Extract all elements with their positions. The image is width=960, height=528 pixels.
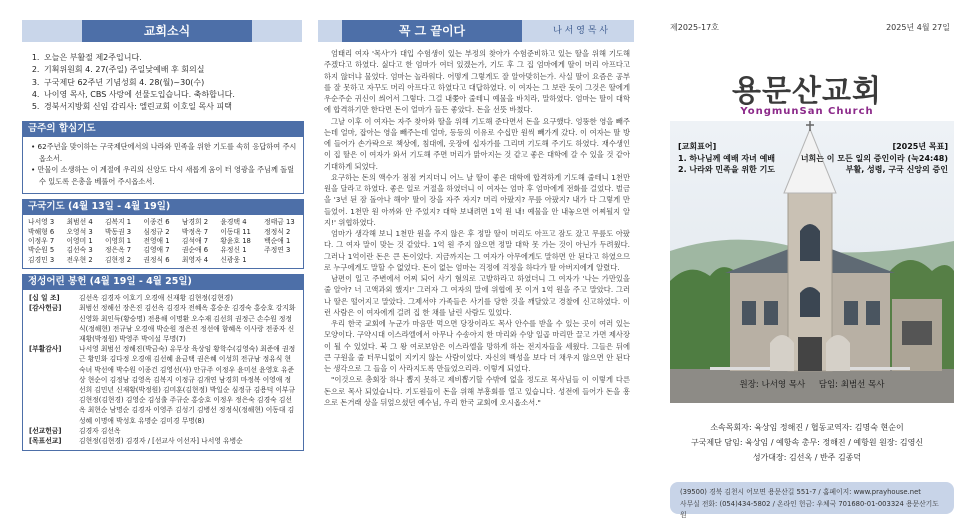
- offering-names: 김경자 김선옥: [79, 426, 121, 435]
- bible-cell: 이동대 11: [220, 227, 251, 236]
- prayer-header: 금주의 합심기도: [22, 121, 304, 136]
- offering-row: [29, 426, 297, 436]
- offering-label: [감사헌금]: [29, 304, 62, 313]
- bible-cell: 김경민 3: [28, 255, 55, 264]
- bible-cell: 박순원 5: [28, 246, 55, 255]
- left-panel: [6, 0, 304, 528]
- column-body: [318, 48, 634, 408]
- bible-cell: 이영희 1: [104, 236, 132, 245]
- bible-cell: 김선숙 3: [66, 246, 93, 255]
- offering-box: [22, 289, 304, 451]
- bible-cell: 오영석 3: [66, 227, 93, 236]
- bible-cell: 남경희 2: [181, 218, 209, 227]
- motto-title: [교회표어]: [678, 142, 717, 151]
- column-paragraph: 엄태리 여자 '목사'가 대입 수험생이 있는 부정의 찾아가 수험준비하고 있는 딸을 위해 기도해 주겠다고 하였다. 싫다고 한 엄마가 여더 있겠는가, 기도 후 그 집 엄마에게 딸이 머리 아프다고 하지 않더냐 물었다. 엄마는 놀라워다. 어떻게 그렇게도 잘 알아맞히는가. 사실 딸이 요즘은 공부를 잘 못하고 자꾸도 머리 아프다고 하였다고 대답하였다. 이 여자는 그 보란 듯이 그것은 딸에게 우순주순 귀신이 씌어서 그렇다. 그걸 내쫓아 줄테니 예물을 바치라, 말하였다. 엄마는 딸이 대학에 합격하기만 한다면 돈이 얼마가 들든 좋았다. 돈을 선뜻 바쳤다.: [324, 49, 630, 115]
- bible-cell: 권순애 6: [181, 246, 209, 255]
- footer-address: (39500) 경북 김천시 어모면 용문산길 551-7 / 홈페이지: www.prayhouse.net: [680, 488, 921, 496]
- pastors: 원장: 나서영 목사 담임: 최범선 목사: [739, 380, 885, 390]
- bible-row: [23, 237, 303, 246]
- news-list: [42, 52, 304, 113]
- issue-number: 제2025-17호: [670, 23, 719, 32]
- footer-phone: 사무실 전화: (054)434-5802 / 온라인 헌금: 우체국 701680-01-003324 용문산기도원: [680, 499, 939, 519]
- bible-cell: 최영자 4: [181, 255, 209, 264]
- bible-cell: 박동권 3: [104, 227, 132, 236]
- offering-row: [29, 344, 297, 426]
- prayer-box: [22, 136, 304, 194]
- news-header: [22, 20, 302, 42]
- staff-line: 구국제단 담임: 육상임 / 예항속 총무: 정해진 / 예항원 원장: 김영신: [690, 438, 924, 447]
- news-item: 3. 구국제단 62주년 기념성회 4. 28(월)~30(수): [42, 77, 304, 89]
- bible-cell: 김영애 7: [143, 246, 170, 255]
- bible-cell: 박정옥 7: [181, 227, 209, 236]
- offering-label: [목표선교]: [29, 436, 62, 445]
- bible-cell: 이종건 6: [143, 218, 170, 227]
- bible-cell: 권정식 6: [143, 255, 170, 264]
- bible-cell: 전우현 2: [66, 255, 93, 264]
- bible-cell: 유정신 1: [220, 246, 247, 255]
- staff-line: 소속목회자: 육상임 정해진 / 협동교역자: 김명숙 현순이: [710, 423, 904, 432]
- bible-cell: 박해형 6: [28, 227, 55, 236]
- bible-row: [23, 228, 303, 237]
- offering-names: 나서영 최범선 정해진(박금숙) 유무상 육상임 황학수(김영숙) 최준애 권정근 황민화 김다정 오경애 김선혜 윤금택 권은혜 이성희 전규남 정유식 현숙녀 박선애 박수원 이종건 김영선(사) 안규주 이정우 윤미선 윤영호 유준상 현순이 김정남 김영옥 김복지 이정규 김개연 남경희 마정복 이영애 정선희 김민년 신재황(박정원) 김미훈(김현정) 박일순 심정규 김용덕 이부규 김현정(김현경) 김영순 김성출 주규순 홍승호 이정우 정은숙 김경숙 김선옥 최현순 남명순 김경자 이영주 김성기 김병선 정정식(정해현) 이동대 김성혜 이명애 박성호 유명순 김미경 무명(8): [79, 345, 296, 425]
- bible-cell: 정태금 13: [264, 218, 295, 227]
- bible-cell: 황윤호 18: [220, 236, 251, 245]
- offering-label: [부활감사]: [29, 345, 62, 354]
- goal-title: [2025년 목표]: [892, 142, 948, 151]
- bible-cell: 나서영 3: [28, 218, 55, 227]
- offering-row: [29, 303, 297, 344]
- bible-cell: 이정우 7: [28, 236, 55, 245]
- bible-cell: 주정연 3: [264, 246, 291, 255]
- footer-contact: [670, 482, 954, 519]
- church-name-en: YongmunSan Church: [740, 106, 874, 117]
- staff-list: [658, 420, 956, 465]
- church-motto: [678, 141, 775, 176]
- column-author: 나 서 영 목 사: [553, 26, 608, 36]
- bible-cell: 김현정 2: [104, 255, 132, 264]
- goal-line-2: 부활, 성령, 구국 신앙의 증인: [845, 165, 948, 174]
- offering-names: 김현정(김현경) 김경자 / [선교사 이선자] 나서영 유병순: [79, 436, 243, 445]
- news-item: 2. 기획위원회 4. 27(주일) 주일낮예배 후 회의실: [42, 64, 304, 76]
- issue-date: 2025년 4월 27일: [886, 23, 950, 32]
- motto-line-2: 2. 나라와 민족을 위한 기도: [678, 165, 776, 174]
- news-item: 1. 오늘은 부활절 제2주입니다.: [42, 52, 304, 64]
- motto-line-1: 1. 하나님께 예배 자녀 예배: [678, 153, 776, 163]
- bible-cell: 심정규 2: [143, 227, 170, 236]
- bible-cell: 전영애 1: [143, 236, 170, 245]
- offering-header: 정성어린 봉헌 (4월 19일 - 4월 25일): [22, 274, 304, 289]
- column-paragraph: 엄마가 생각해 보니 1천만 원을 주지 않은 후 정말 딸이 머리도 아프고 잠도 잤고 무릎도 아팠다. 그 여자 말이 맞는 것 같았다. 1억 원 주지 않으면 정말 대학 못 가는 것이 아닌가 두려웠다. 그러나 1억이란 돈은 큰 돈이었다. 지금까지는 그 여자가 아무에게도 말하면 안 된다고 하였으므로 누구에게도 말할 수 없었다. 돈이 없는 엄마는 걱정에 걱정을 하다가 딸 아버지에게 알렸다.: [324, 229, 630, 272]
- bible-row: [23, 218, 303, 227]
- middle-panel: [318, 0, 634, 528]
- offering-row: [29, 436, 297, 446]
- prayer-item: • 만물이 소생하는 이 계절에 우리의 신앙도 다시 새롭게 움이 터 영광을 주님께 돌릴 수 있도록 은총을 베풀어 주시옵소서.: [31, 165, 295, 186]
- bible-cell: 신광웅 1: [220, 255, 247, 264]
- bible-box: [22, 214, 304, 269]
- staff-line: 성가대장: 김선옥 / 반주 김종덕: [752, 453, 862, 462]
- goal-line-1: 너희는 이 모든 일의 증인이라 (눅24:48): [800, 153, 948, 163]
- offering-label: [십 일 조]: [29, 294, 60, 303]
- bible-row: [23, 246, 303, 255]
- column-paragraph: 그날 이후 이 여자는 자주 찾아와 딸을 위해 기도해 준다면서 돈을 요구했다. 엉뚱한 영을 빼주는데 얼마, 잡아는 영을 빼주는데 얼마, 등등의 이유로 수십만 원씩 빼가게 갔다. 이 여자는 딸 방에 들어가 손가락으로 책상에, 침대에, 옷장에 십자가를 그리며 기도해 주기도 하였다. 재수생인 이 집 딸은 이 여자가 와서 기도해 주면 머리가 맑아지는 것 같고 좋은 대학에 갈 수 있을 것 같아 기대하게 되었다.: [324, 116, 630, 171]
- bible-cell: [259, 256, 303, 265]
- column-title: 꼭 그 끝이다: [342, 20, 522, 42]
- offering-label: [선교헌금]: [29, 426, 62, 435]
- offering-row: [29, 293, 297, 303]
- bible-cell: 윤경택 4: [220, 218, 247, 227]
- bible-header: 구국기도 (4월 13일 - 4월 19일): [22, 199, 304, 214]
- bible-row: [23, 256, 303, 265]
- bible-cell: 김석애 7: [181, 236, 209, 245]
- offering-names: 최범선 정해선 장은진 김선옥 김경자 전혜옥 홍승운 김경숙 홍승호 강지화 신영화 최인득(황승명) 전용해 이명환 오수재 김선희 권정근 손수원 정정식(정해현) 전규남 오경애 박순원 정은진 정선애 함혜옥 이사랑 전종자 신재황(박정원) 박영주 박이설 무명(7): [79, 304, 296, 343]
- column-paragraph: 남편이 일고 주변에서 어찌 되어 사기 혐의로 고발하라고 하였더니 그 여자가 '나는 가만있을 줄 알아? 너 고액과외 했지!' 그러자 그 여자의 말에 위협에 못 이겨 1억 원을 주고 말았다. 그러나 딸은 떨어지고 말았다. 그제서야 가족들은 사기를 당한 것을 깨달았고 경찰에 신고하였다. 이런 사람은 이 여자에게 걸려 집 한 채를 날린 사람도 있었다.: [324, 274, 630, 317]
- news-title: 교회소식: [82, 20, 252, 42]
- year-goal: [801, 141, 948, 176]
- bible-cell: 백순애 1: [264, 236, 291, 245]
- column-paragraph: 우리 한국 교회에 누군가 마음만 먹으면 당장이라도 목사 안수를 받을 수 있는 곳이 여러 있는 모양이다. 구약시대 이스라엘에서 아무나 수송아지 한 마리와 수양 일곱 마리만 끌고 가면 제사장이 될 수 있었다. 북 그 왕 여로보암은 이스라엘을 망하게 하는 전지자들을 세웠다. 그들은 뒤에 큰 구원을 줄 터무니없이 지키지 않는 사람이었다. 자신의 백성을 보다 더 채우지 않으면 안 된다는 생각으로 그 들을 이 사라지도록 만들었으리라. 이렇게 되었다.: [324, 319, 630, 373]
- news-item: 5. 경북서지방회 신임 감리사: 엘린교회 이호일 목사 피택: [42, 101, 304, 113]
- offering-names: 김선옥 김경자 이호기 오경애 신재황 김현정(김현경): [79, 294, 233, 303]
- bible-cell: 정정식 2: [264, 227, 291, 236]
- right-panel: [658, 0, 956, 528]
- bible-cell: 이영미 1: [66, 236, 93, 245]
- bible-cell: 정은옥 7: [104, 246, 132, 255]
- bible-table: [23, 218, 303, 265]
- column-header: [318, 20, 634, 42]
- prayer-item: • 62주년을 맞이하는 구국제단에서의 나라와 민족을 위한 기도를 속히 응답하여 주시옵소서.: [31, 142, 297, 163]
- church-name: 용문산교회: [732, 74, 882, 109]
- news-item: 4. 나이영 목사, CBS 사랑에 선물도입습니다. 축하합니다.: [42, 89, 304, 101]
- column-paragraph: 요구하는 돈의 액수가 점점 커지더니 어느 날 딸이 좋은 대학에 합격하게 기도해 줄테니 1천만 원을 달라고 하였다. 좋은 일로 거절을 하였더니 이 여자는 엄마 후 엄마에게 전화를 걸었다. 벌금을 '3년 된 잠 돌아나 해야' 딸이 장을 자주 자지? 머리 아팠지? 무릎 아팠지? 내가 다 그렇게 만들었어. 1천만 원 아까와 안 주었지? 대학 보내려면 1억 원 내! 예물을 안 내놓으면 어찌될지 알지!' 위협하였다.: [324, 172, 630, 227]
- column-paragraph: "이것으로 총회장 하나 뽑지 못하고 제비뽑기할 수밖에 없을 정도로 목사님들 이 이렇게 다른 돈으로 목사 되었습니다. 기도원들이 돈을 위해 부흥회를 열고 있습니다. 성전에 들어가 돈을 흥으로 돈거래 상을 뒤엎으셨던 예수님, 우리 한국 교회에 오시옵소서.": [324, 375, 630, 407]
- bible-cell: 김복지 1: [104, 218, 132, 227]
- bible-cell: 최범선 4: [66, 218, 93, 227]
